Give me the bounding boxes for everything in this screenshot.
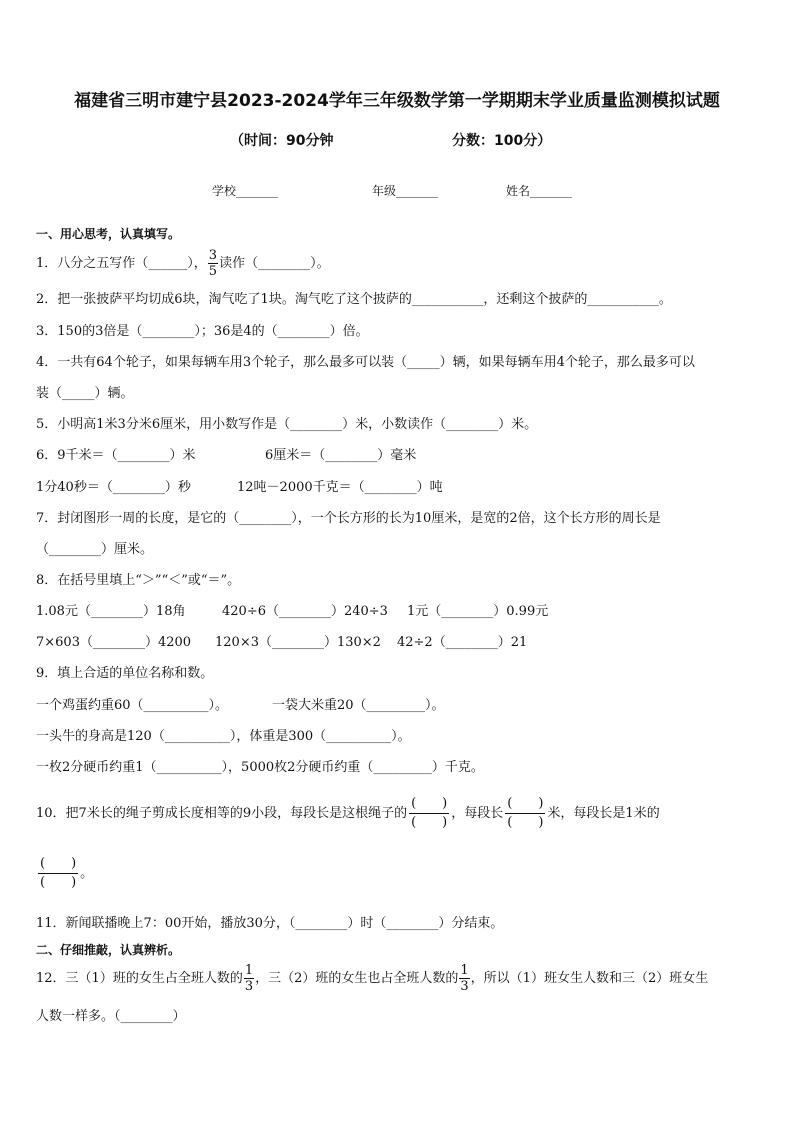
fraction-numerator: 3 xyxy=(208,248,218,263)
question-9-c: 一头牛的身高是120（__________），体重是300（__________）。 xyxy=(36,729,411,744)
fraction-denominator: 3 xyxy=(460,979,469,994)
question-7-line-2: （________）厘米。 xyxy=(36,542,154,557)
question-4-line-2: 装（_____）辆。 xyxy=(36,386,134,401)
fraction-1-3 xyxy=(244,963,254,994)
question-3: 3．150的3倍是（________）；36是4的（________）倍。 xyxy=(36,324,369,339)
fraction-denominator: 5 xyxy=(208,264,218,279)
question-10-part-d: 。 xyxy=(80,866,94,881)
question-7-line-1: 7．封闭图形一周的长度，是它的（________），一个长方形的长为10厘米，是宽的2倍，这个长方形的周长是 xyxy=(36,511,661,526)
blank-numerator: ( ) xyxy=(409,795,449,814)
blank-denominator: ( ) xyxy=(507,815,544,830)
question-8-e: 120×3（________）130×2 xyxy=(215,635,381,650)
question-9-b: 一袋大米重20（_________）。 xyxy=(272,698,445,713)
fraction-1-3 xyxy=(459,963,469,994)
fraction-numerator: 1 xyxy=(460,963,469,978)
question-9-d: 一枚2分硬币约重1（__________），5000枚2分硬币约重（_________）千克。 xyxy=(36,760,484,775)
exam-time: （时间：90分钟 xyxy=(230,133,334,149)
exam-score: 分数：100分） xyxy=(452,133,552,149)
question-10-part-c: 米，每段长是1米的 xyxy=(547,806,660,821)
question-1-part-b: 读作（________）。 xyxy=(219,256,330,271)
question-1 xyxy=(36,248,330,279)
question-9-a: 一个鸡蛋约重60（__________）。 xyxy=(36,698,229,713)
question-6-d: 12吨－2000千克＝（________）吨 xyxy=(237,480,443,495)
question-10-part-b: ，每段长 xyxy=(451,806,504,821)
question-12-part-c: ，所以（1）班女生人数和三（2）班女生 xyxy=(470,971,709,986)
section-2-heading: 二、仔细推敲，认真辨析。 xyxy=(36,943,181,957)
section-1-heading: 一、用心思考，认真填写。 xyxy=(36,227,181,241)
fraction-numerator: 1 xyxy=(244,963,254,978)
question-6-b: 6厘米＝（________）毫米 xyxy=(265,448,417,463)
question-8-c: 1元（________）0.99元 xyxy=(407,604,549,619)
blank-fraction-3 xyxy=(38,855,78,892)
blank-numerator: ( ) xyxy=(38,855,78,874)
blank-denominator: ( ) xyxy=(40,875,77,890)
question-10-part-a: 10．把7米长的绳子剪成长度相等的9小段，每段长是这根绳子的 xyxy=(36,806,408,821)
school-field: 学校_______ xyxy=(212,184,279,198)
fraction-denominator: 3 xyxy=(244,979,254,994)
exam-title: 福建省三明市建宁县2023-2024学年三年级数学第一学期期末学业质量监测模拟试题 xyxy=(74,91,720,111)
question-11: 11．新闻联播晚上7：00开始，播放30分，（________）时（________）分结束。 xyxy=(36,916,504,931)
blank-denominator: ( ) xyxy=(411,815,448,830)
blank-fraction-2 xyxy=(505,795,545,832)
question-8-a: 1.08元（________）18角 xyxy=(36,604,186,619)
blank-numerator: ( ) xyxy=(505,795,545,814)
question-8: 8．在括号里填上“＞”“＜”或“＝”。 xyxy=(36,573,241,588)
question-6-a: 6．9千米＝（________）米 xyxy=(36,448,196,463)
question-4-line-1: 4．一共有64个轮子，如果每辆车用3个轮子，那么最多可以装（_____）辆，如果每辆车用4个轮子，那么最多可以 xyxy=(36,355,695,370)
fraction-3-5 xyxy=(208,248,218,279)
grade-field: 年级_______ xyxy=(372,184,439,198)
question-8-f: 42÷2（________）21 xyxy=(397,635,528,650)
question-1-part-a: 1．八分之五写作（______）， xyxy=(36,256,207,271)
question-12-part-b: ，三（2）班的女生也占全班人数的 xyxy=(255,971,459,986)
question-5: 5．小明高1米3分米6厘米，用小数写作是（________）米，小数读作（________）米。 xyxy=(36,417,538,432)
question-6-c: 1分40秒＝（________）秒 xyxy=(36,480,191,495)
question-2: 2．把一张披萨平均切成6块，淘气吃了1块。淘气吃了这个披萨的___________，还剩这个披萨的___________。 xyxy=(36,292,672,307)
name-field: 姓名_______ xyxy=(506,184,573,198)
question-9: 9．填上合适的单位名称和数。 xyxy=(36,666,214,681)
question-10 xyxy=(36,792,660,836)
question-8-d: 7×603（________）4200 xyxy=(36,635,192,650)
question-12-line-2: 人数一样多。（________） xyxy=(36,1009,186,1024)
question-12-part-a: 12．三（1）班的女生占全班人数的 xyxy=(36,971,243,986)
question-10-line-2 xyxy=(36,852,93,896)
blank-fraction-1 xyxy=(409,795,449,832)
question-12-line-1 xyxy=(36,962,708,996)
question-8-b: 420÷6（________）240÷3 xyxy=(222,604,388,619)
